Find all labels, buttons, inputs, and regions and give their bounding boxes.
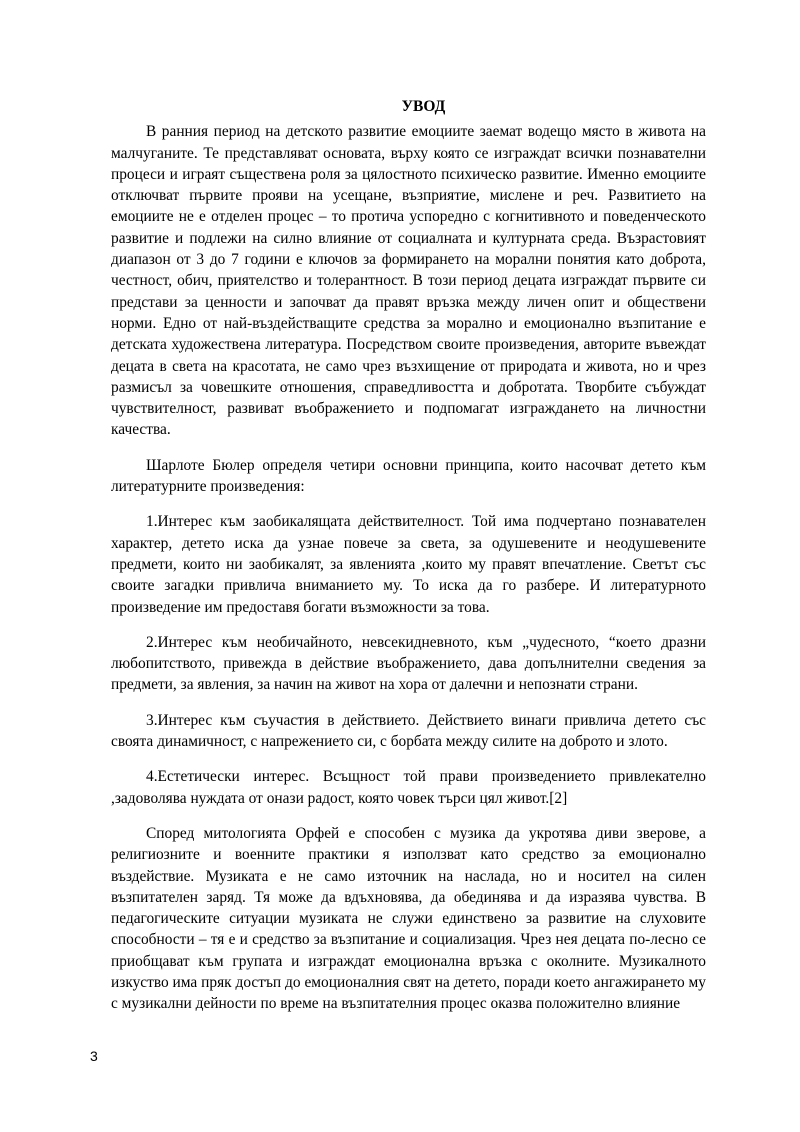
page-number: 3 — [90, 1048, 98, 1064]
paragraph-intro: В ранния период на детското развитие емоциите заемат водещо място в живота на малчуганите. Те представляват основата, върху която се изграждат всички познавателни процеси и играят съществена роля за цялостното психическо развитие. Именно емоциите отключват първите прояви на усещане, възприятие, мислене и реч. Развитието на емоциите не е отделен процес – то протича успоредно с когнитивното и поведенческото развитие и подлежи на силно влияние от социалната и културната среда. Възрастовият диапазон от 3 до 7 години е ключов за формирането на морални понятия като доброта, честност, обич, приятелство и толерантност. В този период децата изграждат първите си представи за ценности и започват да правят връзка между личен опит и обществени норми. Едно от най-въздействащите средства за морално и емоционално възпитание е детската художествена литература. Посредством своите произведения, авторите въвеждат децата в света на красотата, не само чрез възхищение от природата и живота, но и чрез размисъл за човешките отношения, справедливостта и добротата. Творбите събуждат чувствителност, развиват въображението и подпомагат изграждането на личностни качества. — [111, 123, 706, 439]
page-content — [111, 96, 706, 1029]
paragraph-principle-3: 3.Интерес към съучастия в действието. Действието винаги привлича детето със своята динамичност, с напрежението си, с борбата между силите на доброто и злото. — [111, 711, 706, 751]
section-title: УВОД — [401, 98, 446, 115]
paragraph-principle-2: 2.Интерес към необичайното, невсекидневното, към „чудесното, “което дразни любопитството, привежда в действие въображението, дава допълнителни сведения за предмети, за явления, за начин на живот на хора от далечни и непознати страни. — [111, 633, 706, 694]
paragraph-buhler: Шарлоте Бюлер определя четири основни принципа, които насочват детето към литературните произведения: — [111, 456, 706, 496]
paragraph-principle-4: 4.Естетически интерес. Всъщност той прави произведението привлекателно ,задоволява нуждата от онази радост, която човек търси цял живот.[2] — [111, 768, 706, 807]
paragraph-principle-1: 1.Интерес към заобикалящата действителност. Той има подчертано познавателен характер, детето иска да узнае повече за света, за одушевените и неодушевените предмети, които ни заобикалят, за явленията ,които му правят впечатление. Светът със своите загадки привлича вниманието му. То иска да го разбере. И литературното произведение им предоставя богати възможности за това. — [111, 513, 706, 616]
paragraph-music: Според митологията Орфей е способен с музика да укротява диви зверове, а религиозните и военните практики я използват като средство за емоционално въздействие. Музиката е не само източник на наслада, но и носител на силен възпитателен заряд. Тя може да вдъхновява, да обединява и да изразява чувства. В педагогическите ситуации музиката не служи единствено за развитие на слуховите способности – тя е и средство за възпитание и социализация. Чрез нея децата по-лесно се приобщават към групата и изграждат емоционална връзка с околните. Музикалното изкуство има пряк достъп до емоционалния свят на детето, поради което ангажирането му с музикални дейности по време на възпитателния процес оказва положително влияние — [111, 824, 706, 1013]
